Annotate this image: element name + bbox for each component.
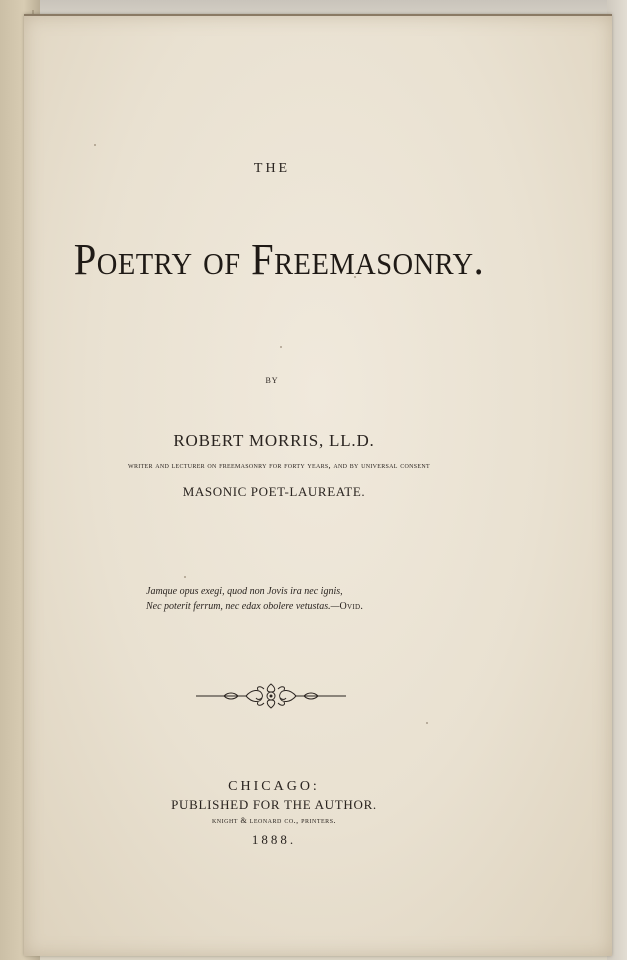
paper-speck: [426, 722, 428, 724]
printers-line: knight & leonard co., printers.: [211, 816, 337, 825]
epigraph-line-2: [146, 599, 446, 614]
byline-label: BY: [265, 376, 279, 385]
epigraph-line-1: Jamque opus exegi, quod non Jovis ira nec ignis,: [146, 586, 343, 597]
publication-year: 1888.: [251, 832, 297, 847]
epigraph-attribution: Ovid.: [339, 601, 364, 612]
paper-speck: [354, 276, 356, 278]
title-article: THE: [253, 161, 291, 176]
author-descriptor: writer and lecturer on freemasonry for forty years, and by universal consent: [128, 460, 430, 470]
decorative-scroll-ornament: [194, 679, 348, 713]
book-title: Poetry of Freemasonry.: [73, 235, 485, 284]
author-name: ROBERT MORRIS, LL.D.: [173, 431, 375, 450]
publication-city: CHICAGO:: [228, 779, 320, 794]
paper-speck: [184, 576, 186, 578]
paper-speck: [94, 144, 96, 146]
paper-speck: [280, 346, 282, 348]
title-page: [24, 14, 612, 956]
epigraph: [146, 584, 446, 614]
author-honorific: MASONIC POET-LAUREATE.: [182, 484, 366, 499]
publisher-line: PUBLISHED FOR THE AUTHOR.: [171, 797, 377, 812]
epigraph-line-2-text: Nec poterit ferrum, nec edax obolere vetustas.—: [146, 601, 340, 612]
